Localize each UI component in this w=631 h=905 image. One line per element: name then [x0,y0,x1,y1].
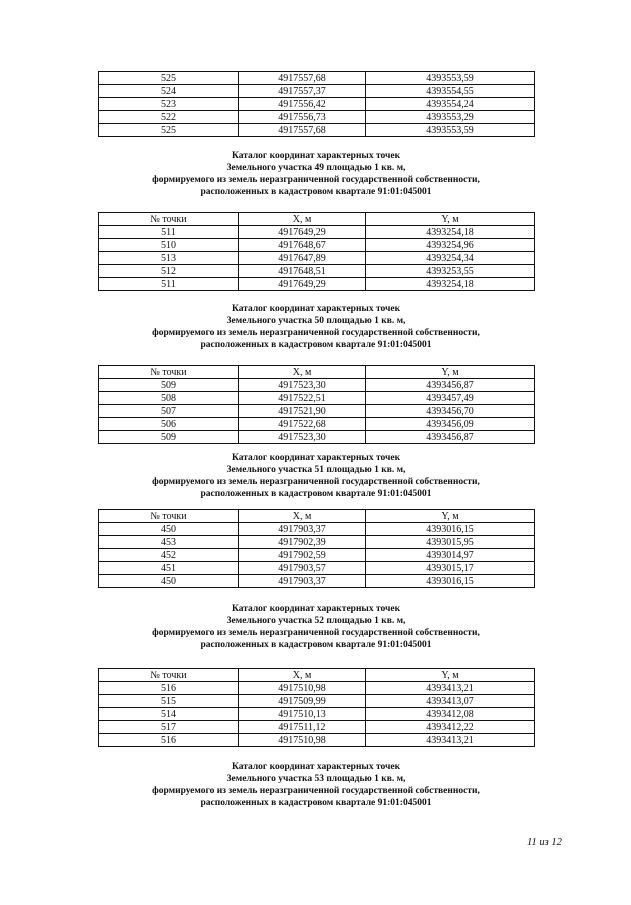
table-row [99,708,535,721]
point-number-cell: 515 [99,695,239,708]
table-row [99,575,535,588]
point-number-cell: 453 [99,536,239,549]
coordinates-table-parcel-51 [98,509,535,588]
table-row [99,239,535,252]
y-coordinate-cell: 4393456,09 [366,418,535,431]
x-coordinate-cell: 4917522,51 [239,392,366,405]
x-coordinate-cell: 4917556,73 [239,111,366,124]
x-coordinate-cell: 4917521,90 [239,405,366,418]
page-number: 11 из 12 [527,837,562,848]
caption-line: расположенных в кадастровом квартале 91:01:045001 [200,640,432,650]
point-number-cell: 523 [99,98,239,111]
table-row [99,549,535,562]
point-number-header: № точки [99,366,239,379]
point-number-cell: 522 [99,111,239,124]
caption-line: расположенных в кадастровом квартале 91:01:045001 [200,340,432,350]
caption-line: Земельного участка 50 площадью 1 кв. м, [226,316,406,326]
y-coordinate-cell: 4393254,18 [366,278,535,291]
catalog-caption-parcel-53 [98,761,534,809]
y-header: Y, м [366,510,535,523]
point-number-cell: 509 [99,379,239,392]
x-coordinate-cell: 4917902,39 [239,536,366,549]
table-row [99,72,535,85]
y-coordinate-cell: 4393016,15 [366,575,535,588]
table-header-row [99,213,535,226]
point-number-cell: 513 [99,252,239,265]
point-number-cell: 511 [99,226,239,239]
caption-line: формируемого из земель неразграниченной государственной собственности, [152,628,480,638]
caption-line: Земельного участка 52 площадью 1 кв. м, [226,616,406,626]
y-coordinate-cell: 4393254,18 [366,226,535,239]
y-coordinate-cell: 4393413,21 [366,734,535,747]
y-coordinate-cell: 4393015,17 [366,562,535,575]
caption-line: формируемого из земель неразграниченной государственной собственности, [152,477,480,487]
point-number-cell: 510 [99,239,239,252]
caption-line: Земельного участка 51 площадью 1 кв. м, [226,465,406,475]
caption-line: Земельного участка 49 площадью 1 кв. м, [226,163,406,173]
point-number-cell: 516 [99,734,239,747]
x-coordinate-cell: 4917557,37 [239,85,366,98]
x-coordinate-cell: 4917510,98 [239,734,366,747]
point-number-header: № точки [99,213,239,226]
table-row [99,418,535,431]
x-header: X, м [239,510,366,523]
y-coordinate-cell: 4393553,29 [366,111,535,124]
table-row [99,523,535,536]
point-number-cell: 516 [99,682,239,695]
y-coordinate-cell: 4393554,24 [366,98,535,111]
caption-line: расположенных в кадастровом квартале 91:01:045001 [200,187,432,197]
point-number-cell: 450 [99,523,239,536]
y-coordinate-cell: 4393412,22 [366,721,535,734]
x-coordinate-cell: 4917649,29 [239,226,366,239]
table-header-row [99,669,535,682]
point-number-cell: 508 [99,392,239,405]
caption-line: формируемого из земель неразграниченной государственной собственности, [152,786,480,796]
y-coordinate-cell: 4393014,97 [366,549,535,562]
point-number-cell: 507 [99,405,239,418]
table-row [99,682,535,695]
y-coordinate-cell: 4393254,96 [366,239,535,252]
caption-line: Каталог координат характерных точек [231,604,401,614]
x-coordinate-cell: 4917523,30 [239,431,366,444]
point-number-cell: 509 [99,431,239,444]
coordinates-table-parcel-52 [98,668,535,747]
y-header: Y, м [366,213,535,226]
table-row [99,85,535,98]
coordinates-table-continued [98,71,535,137]
caption-line: расположенных в кадастровом квартале 91:01:045001 [200,798,432,808]
point-number-cell: 525 [99,72,239,85]
point-number-header: № точки [99,669,239,682]
catalog-caption-parcel-52 [98,603,534,651]
table-row [99,405,535,418]
coordinates-table-parcel-50 [98,365,535,444]
table-row [99,379,535,392]
y-coordinate-cell: 4393412,08 [366,708,535,721]
y-coordinate-cell: 4393553,59 [366,72,535,85]
x-coordinate-cell: 4917557,68 [239,72,366,85]
y-header: Y, м [366,669,535,682]
table-header-row [99,510,535,523]
y-coordinate-cell: 4393553,59 [366,124,535,137]
caption-line: Каталог координат характерных точек [231,151,401,161]
table-row [99,111,535,124]
point-number-cell: 517 [99,721,239,734]
x-coordinate-cell: 4917648,67 [239,239,366,252]
caption-line: формируемого из земель неразграниченной государственной собственности, [152,175,480,185]
table-row [99,431,535,444]
catalog-caption-parcel-51 [98,452,534,500]
y-coordinate-cell: 4393457,49 [366,392,535,405]
y-coordinate-cell: 4393554,55 [366,85,535,98]
coordinates-table-parcel-49 [98,212,535,291]
x-coordinate-cell: 4917522,68 [239,418,366,431]
x-coordinate-cell: 4917557,68 [239,124,366,137]
table-header-row [99,366,535,379]
x-coordinate-cell: 4917902,59 [239,549,366,562]
x-coordinate-cell: 4917509,99 [239,695,366,708]
x-coordinate-cell: 4917903,37 [239,575,366,588]
point-number-cell: 525 [99,124,239,137]
y-coordinate-cell: 4393413,07 [366,695,535,708]
x-header: X, м [239,669,366,682]
y-coordinate-cell: 4393413,21 [366,682,535,695]
caption-line: расположенных в кадастровом квартале 91:01:045001 [200,489,432,499]
table-row [99,536,535,549]
table-row [99,124,535,137]
caption-line: Каталог координат характерных точек [231,762,401,772]
x-coordinate-cell: 4917556,42 [239,98,366,111]
table-row [99,226,535,239]
y-coordinate-cell: 4393253,55 [366,265,535,278]
table-row [99,562,535,575]
point-number-cell: 512 [99,265,239,278]
catalog-caption-parcel-49 [98,150,534,198]
table-row [99,252,535,265]
point-number-cell: 506 [99,418,239,431]
table-row [99,278,535,291]
y-coordinate-cell: 4393016,15 [366,523,535,536]
y-coordinate-cell: 4393456,87 [366,379,535,392]
x-coordinate-cell: 4917649,29 [239,278,366,291]
y-coordinate-cell: 4393015,95 [366,536,535,549]
point-number-cell: 514 [99,708,239,721]
x-coordinate-cell: 4917523,30 [239,379,366,392]
x-header: X, м [239,366,366,379]
x-coordinate-cell: 4917903,37 [239,523,366,536]
table-row [99,98,535,111]
table-row [99,721,535,734]
x-coordinate-cell: 4917510,98 [239,682,366,695]
table-row [99,734,535,747]
y-coordinate-cell: 4393254,34 [366,252,535,265]
x-coordinate-cell: 4917511,12 [239,721,366,734]
caption-line: Земельного участка 53 площадью 1 кв. м, [226,774,406,784]
x-coordinate-cell: 4917647,89 [239,252,366,265]
table-row [99,695,535,708]
caption-line: Каталог координат характерных точек [231,453,401,463]
caption-line: формируемого из земель неразграниченной государственной собственности, [152,328,480,338]
y-header: Y, м [366,366,535,379]
point-number-cell: 524 [99,85,239,98]
y-coordinate-cell: 4393456,87 [366,431,535,444]
point-number-header: № точки [99,510,239,523]
point-number-cell: 511 [99,278,239,291]
x-coordinate-cell: 4917648,51 [239,265,366,278]
point-number-cell: 451 [99,562,239,575]
point-number-cell: 450 [99,575,239,588]
x-header: X, м [239,213,366,226]
caption-line: Каталог координат характерных точек [231,304,401,314]
x-coordinate-cell: 4917903,57 [239,562,366,575]
y-coordinate-cell: 4393456,70 [366,405,535,418]
table-row [99,392,535,405]
point-number-cell: 452 [99,549,239,562]
x-coordinate-cell: 4917510,13 [239,708,366,721]
catalog-caption-parcel-50 [98,303,534,351]
table-row [99,265,535,278]
